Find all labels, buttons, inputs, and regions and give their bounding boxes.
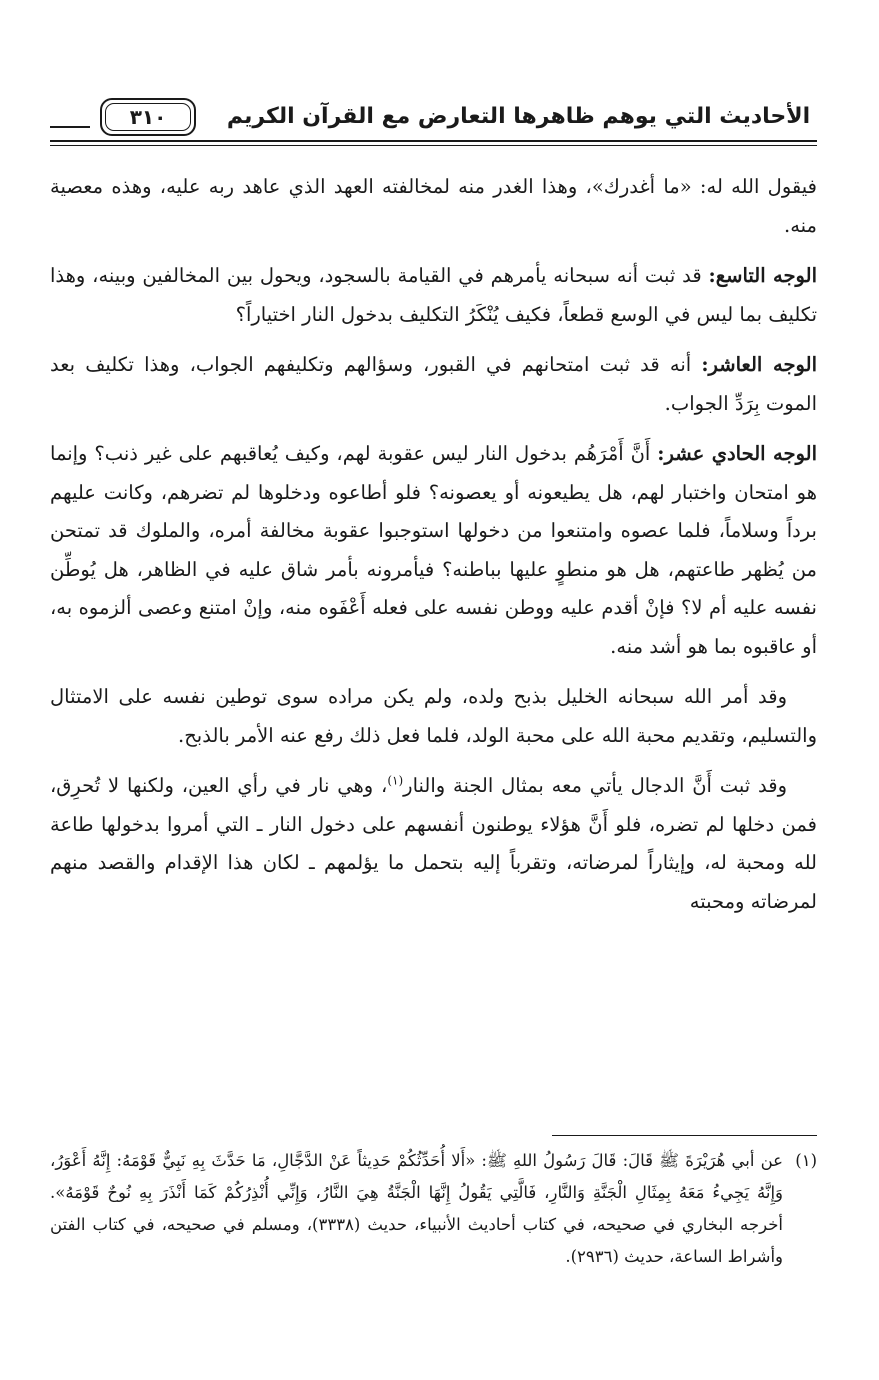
header-rule-thin [50, 145, 817, 146]
paragraph-heading: الوجه التاسع: [708, 264, 817, 287]
paragraph-text: ، وهي نار في رأي العين، ولكنها لا تُحرِق، فمن دخلها لم تضره، فلو أَنَّ هؤلاء يوطنون أنفسهم على دخول النار ـ التي أمروا بدخولها طاعة لله ومحبة له، وإيثاراً لمرضاته، وتقرباً إليه بتحمل ما يؤلمهم ـ لكان هذا الإقدام والقصد منهم لمرضاته ومحبته [50, 774, 817, 913]
page-header [50, 96, 817, 148]
paragraph-text: أَنَّ أَمْرَهُم بدخول النار ليس عقوبة لهم، وكيف يُعاقبهم على غير ذنب؟ وإنما هو امتحان واختبار لهم، هل يطيعونه أو يعصونه؟ فلو أطاعوه ودخلوها لم تضرهم، وكانت عليهم برداً وسلاماً، فلما عصوه وامتنعوا من دخولها استوجبوا عقوبة مخالفة أمره، والملوك قد تمتحن من يُظهر طاعتهم، هل هو منطوٍ عليها بباطنه؟ فيأمرونه بأمر شاق عليه في الظاهر، هل يُوطِّن نفسه عليه أم لا؟ فإنْ أقدم عليه ووطن نفسه على فعله أَعْفَوه منه، وإنْ امتنع وعصى ألزموه به، أو عاقبوه بما هو أشد منه. [50, 442, 817, 658]
footnote-marker[interactable]: (١) [387, 773, 404, 788]
paragraph-text: قد ثبت أنه سبحانه يأمرهم في القيامة بالسجود، ويحول بين المخالفين وبينه، وهذا تكليف بما ليس في الوسع قطعاً، فكيف يُنْكَرُ التكليف بدخول النار اختياراً؟ [50, 264, 817, 326]
footnote-text: عن أبي هُرَيْرَةَ ﷺ قَالَ: قَالَ رَسُولُ اللهِ ﷺ: «أَلا أُحَدِّثُكُمْ حَدِيثاً عَنْ الدَّجَّالِ، مَا حَدَّثَ بِهِ نَبِيٌّ قَوْمَهُ: إِنَّهُ أَعْوَرُ، وَإِنَّهُ يَجِيءُ مَعَهُ بِمِثَالِ الْجَنَّةِ وَالنَّارِ، فَالَّتِي يَقُولُ إِنَّهَا الْجَنَّةُ هِيَ النَّارُ، وَإِنِّي أُنْذِرُكُمْ كَمَا أَنْذَرَ بِهِ نُوحٌ قَوْمَهُ». أخرجه البخاري في صحيحه، في كتاب أحاديث الأنبياء، حديث (٣٣٣٨)، ومسلم في صحيحه، في كتاب الفتن وأشراط الساعة، حديث (٢٩٣٦). [50, 1151, 783, 1266]
paragraph [50, 168, 817, 245]
header-ornament-line [50, 126, 90, 128]
paragraph-heading: الوجه الحادي عشر: [657, 442, 818, 465]
paragraph [50, 346, 817, 423]
book-page [50, 0, 817, 1380]
footnote-number: (١) [795, 1151, 817, 1170]
paragraph-heading: الوجه العاشر: [701, 353, 817, 376]
paragraph-text: فيقول الله له: «ما أغدرك»، وهذا الغدر منه لمخالفته العهد الذي عاهد ربه عليه، وهذه معصية منه. [50, 175, 817, 237]
running-title: الأحاديث التي يوهم ظاهرها التعارض مع القرآن الكريم [226, 104, 811, 129]
paragraph-text: أنه قد ثبت امتحانهم في القبور، وسؤالهم وتكليفهم الجواب، وهذا تكليف بعد الموت بِرَدِّ الجواب. [50, 353, 817, 415]
page-number: ٣١٠ [129, 105, 167, 129]
paragraph [50, 678, 817, 755]
paragraph [50, 767, 817, 921]
footnote-separator [552, 1135, 817, 1136]
paragraph-text: وقد ثبت أَنَّ الدجال يأتي معه بمثال الجنة والنار [403, 774, 788, 797]
paragraph [50, 435, 817, 666]
footnote [50, 1145, 817, 1273]
header-rule [50, 140, 817, 142]
main-text [50, 168, 817, 933]
page-number-frame [100, 98, 196, 136]
footnotes [50, 1145, 817, 1273]
paragraph-text: وقد أمر الله سبحانه الخليل بذبح ولده، ولم يكن مراده سوى توطين نفسه على الامتثال والتسليم، وتقديم محبة الله على محبة الولد، فلما فعل ذلك رفع عنه الأمر بالذبح. [50, 685, 817, 747]
paragraph [50, 257, 817, 334]
